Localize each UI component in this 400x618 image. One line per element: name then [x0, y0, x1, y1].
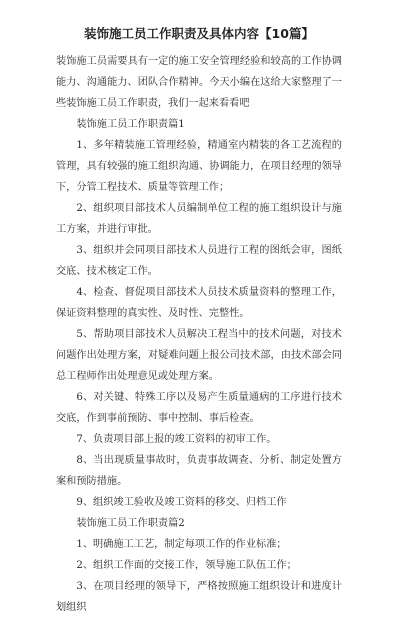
list-item: 9、组织竣工验收及竣工资料的移交、归档工作	[76, 497, 287, 508]
intro-paragraph: 装饰施工员需要具有一定的施工安全管理经验和较高的工作协调能力、沟通能力、团队合作精神。今天小编在这给大家整理了一些装饰施工员工作职责，我们一起来看看吧	[56, 56, 342, 109]
list-item: 1、明确施工工艺，制定每项工作的作业标准；	[76, 539, 287, 550]
section-heading-1: 装饰施工员工作职责篇1	[76, 119, 185, 130]
section-heading-2: 装饰施工员工作职责篇2	[76, 518, 185, 529]
list-item: 2、组织项目部技术人员编制单位工程的施工组织设计与施工方案，并进行审批。	[56, 203, 342, 235]
page-title: 装饰施工员工作职责及具体内容【10篇】	[84, 26, 314, 41]
list-item: 2、组织工作面的交接工作，领导施工队伍工作；	[76, 560, 297, 571]
list-item: 4、检查、督促项目部技术人员技术质量资料的整理工作，保证资料整理的真实性、及时性、完整性。	[56, 287, 342, 319]
document-body	[56, 51, 342, 618]
list-item: 6、对关键、特殊工序以及易产生质量通病的工序进行技术交底，作到事前预防、事中控制、事后检查。	[56, 392, 342, 424]
list-item: 5、帮助项目部技术人员解决工程当中的技术问题，对技术问题作出处理方案，对疑难问题上报公司技术部，由技术部会同总工程师作出处理意见或处理方案。	[56, 329, 342, 382]
list-item: 3、在项目经理的领导下，严格按照施工组织设计和进度计划组织	[56, 581, 342, 613]
list-item: 8、当出现质量事故时，负责事故调查、分析、制定处置方案和预防措施。	[56, 455, 342, 487]
list-item: 7、负责项目部上报的竣工资料的初审工作。	[76, 434, 277, 445]
list-item: 1、多年精装施工管理经验，精通室内精装的各工艺流程的管理，具有较强的施工组织沟通、协调能力，在项目经理的领导下，分管工程技术、质量等管理工作；	[56, 140, 342, 193]
list-item: 3、组织并会同项目部技术人员进行工程的图纸会审，图纸交底、技术核定工作。	[56, 245, 342, 277]
